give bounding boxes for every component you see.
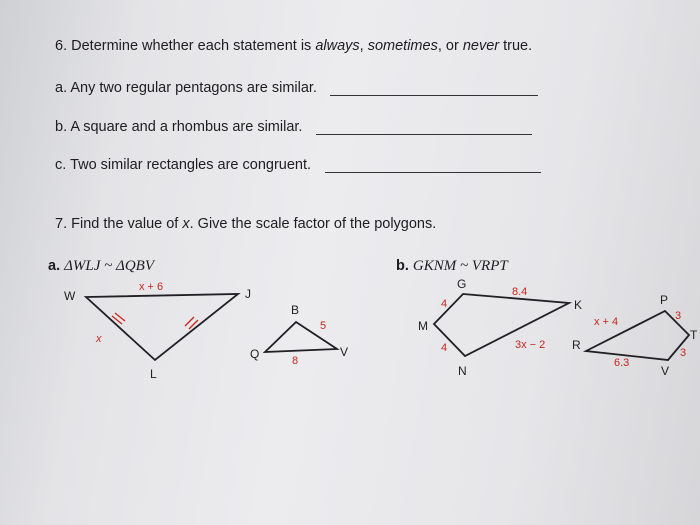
- q7a-similarity-statement: ΔWLJ ~ ΔQBV: [64, 258, 155, 274]
- q7b-similarity-statement: GKNM ~ VRPT: [412, 258, 508, 274]
- side-rv-label: 6.3: [614, 357, 630, 369]
- vertex-b-label: B: [291, 303, 300, 317]
- side-wj-label: x + 6: [139, 281, 164, 293]
- q6b-statement: b. A square and a rhombus are similar.: [55, 119, 303, 135]
- vertex-l-label: L: [150, 367, 157, 381]
- q6-prompt: 6. Determine whether each statement is always, sometimes, or never true.: [55, 38, 533, 54]
- quadrilateral-gknm: [434, 294, 569, 356]
- side-pt-label: 3: [675, 310, 682, 322]
- side-bv-label: 5: [320, 320, 327, 332]
- vertex-v-label: V: [340, 345, 349, 359]
- vertex-g-label: G: [457, 277, 467, 291]
- vertex-n-label: N: [458, 364, 467, 378]
- vertex-p-label: P: [660, 293, 669, 307]
- side-mg-label: 4: [441, 298, 448, 310]
- vertex-t-label: T: [690, 328, 698, 342]
- side-wl-label: x: [96, 333, 102, 345]
- triangle-wlj: [86, 294, 238, 360]
- side-rp-label: x + 4: [594, 316, 619, 328]
- vertex-v-label: V: [661, 364, 670, 378]
- q6c-statement: c. Two similar rectangles are congruent.: [55, 157, 312, 173]
- side-qv-label: 8: [292, 355, 299, 367]
- vertex-m-label: M: [418, 319, 428, 333]
- side-tv-label: 3: [680, 347, 687, 359]
- side-gk-label: 8.4: [512, 286, 528, 298]
- q6-number: 6.: [55, 38, 68, 54]
- vertex-j-label: J: [245, 287, 251, 301]
- triangle-qbv: [265, 322, 337, 352]
- q7-prompt: 7. Find the value of x. Give the scale factor of the polygons.: [55, 216, 437, 232]
- side-nk-label: 3x − 2: [515, 339, 546, 351]
- side-mn-label: 4: [441, 342, 448, 354]
- vertex-q-label: Q: [250, 347, 260, 361]
- vertex-k-label: K: [574, 298, 583, 312]
- q6a-statement: a. Any two regular pentagons are similar.: [55, 80, 317, 96]
- q7a-header: a. ΔWLJ ~ ΔQBV: [48, 258, 155, 274]
- vertex-w-label: W: [64, 289, 76, 303]
- q7b-header: b. GKNM ~ VRPT: [396, 258, 508, 274]
- q7-number: 7.: [55, 216, 68, 232]
- vertex-r-label: R: [572, 338, 581, 352]
